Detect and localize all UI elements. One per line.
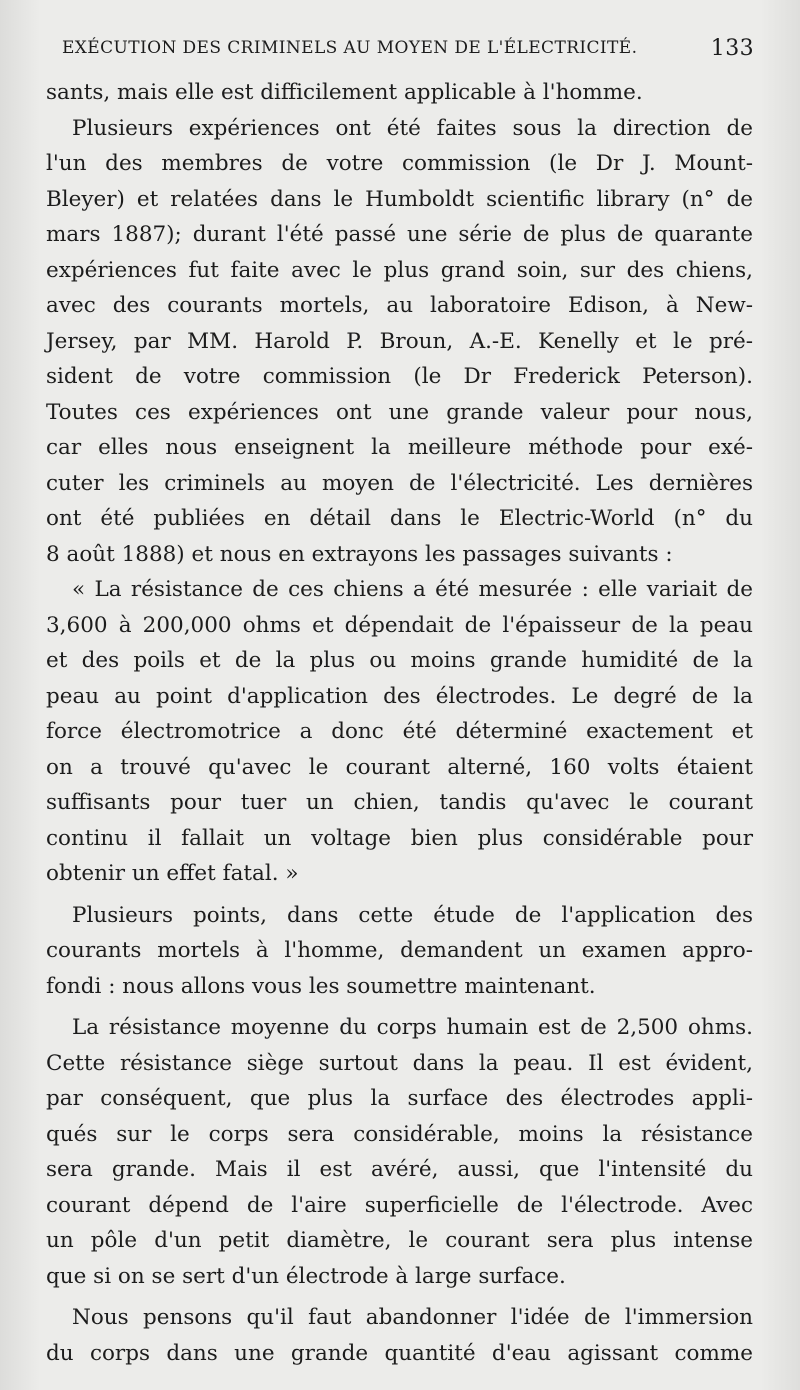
text-line: Plusieurs points, dans cette étude de l'application des bbox=[72, 902, 753, 928]
text-line: et des poils et de la plus ou moins grande humidité de la bbox=[46, 648, 753, 673]
text-line: sants, mais elle est difficilement applicable à l'homme. bbox=[46, 80, 643, 105]
text-line: Plusieurs expériences ont été faites sous la direction de bbox=[72, 115, 753, 141]
text-line: l'un des membres de votre commission (le Dr J. Mount- bbox=[46, 151, 753, 176]
text-line: peau au point d'application des électrodes. Le degré de la bbox=[46, 683, 753, 709]
text-line: expériences fut faite avec le plus grand soin, sur des chiens, bbox=[46, 257, 753, 283]
text-line: sera grande. Mais il est avéré, aussi, que l'intensité du bbox=[46, 1157, 753, 1182]
text-line: force électromotrice a donc été déterminé exactement et bbox=[46, 719, 753, 744]
text-line: mars 1887); durant l'été passé une série de plus de quarante bbox=[46, 222, 753, 247]
text-line: fondi : nous allons vous les soumettre maintenant. bbox=[46, 973, 596, 999]
text-line: du corps dans une grande quantité d'eau agissant comme bbox=[46, 1340, 753, 1366]
text-line: par conséquent, que plus la surface des électrodes appli- bbox=[46, 1086, 753, 1111]
text-line: ont été publiées en détail dans le Electric-World (n° du bbox=[46, 506, 753, 531]
text-line: « La résistance de ces chiens a été mesurée : elle variait de bbox=[72, 577, 753, 602]
text-line: cuter les criminels au moyen de l'électricité. Les dernières bbox=[46, 470, 753, 496]
text-line: avec des courants mortels, au laboratoire Edison, à New- bbox=[46, 293, 753, 318]
running-head-title: EXÉCUTION DES CRIMINELS AU MOYEN DE L'ÉLECTRICITÉ. bbox=[62, 38, 638, 58]
text-line: Nous pensons qu'il faut abandonner l'idée de l'immersion bbox=[72, 1305, 753, 1330]
text-line: obtenir un effet fatal. » bbox=[46, 861, 299, 886]
paragraph-points bbox=[46, 898, 753, 1005]
paragraph-resistance bbox=[46, 1010, 753, 1294]
text-line: continu il fallait un voltage bien plus considérable pour bbox=[46, 825, 753, 851]
text-line: courant dépend de l'aire superficielle de l'électrode. Avec bbox=[46, 1192, 753, 1218]
text-line: sident de votre commission (le Dr Frederick Peterson). bbox=[46, 364, 753, 389]
text-line: on a trouvé qu'avec le courant alterné, 160 volts étaient bbox=[46, 754, 753, 780]
text-line: un pôle d'un petit diamètre, le courant sera plus intense bbox=[46, 1228, 753, 1253]
text-line: La résistance moyenne du corps humain est de 2,500 ohms. bbox=[72, 1015, 753, 1040]
text-line: car elles nous enseignent la meilleure méthode pour exé- bbox=[46, 435, 753, 460]
body-text bbox=[46, 75, 753, 1371]
text-line: qués sur le corps sera considérable, moins la résistance bbox=[46, 1121, 753, 1147]
text-line: 3,600 à 200,000 ohms et dépendait de l'épaisseur de la peau bbox=[46, 612, 753, 638]
text-line: Cette résistance siège surtout dans la peau. Il est évident, bbox=[46, 1050, 753, 1076]
paragraph-continuation bbox=[46, 75, 753, 111]
text-line: Jersey, par MM. Harold P. Broun, A.-E. Kenelly et le pré- bbox=[46, 328, 753, 354]
page-number: 133 bbox=[710, 36, 754, 61]
running-head bbox=[62, 38, 754, 68]
paragraph-experiences bbox=[46, 111, 753, 573]
text-line: 8 août 1888) et nous en extrayons les passages suivants : bbox=[46, 541, 673, 567]
text-line: Bleyer) et relatées dans le Humboldt scientific library (n° de bbox=[46, 186, 753, 212]
text-line: que si on se sert d'un électrode à large surface. bbox=[46, 1263, 566, 1289]
paragraph-quotation bbox=[46, 572, 753, 892]
text-line: suffisants pour tuer un chien, tandis qu'avec le courant bbox=[46, 790, 753, 815]
text-line: Toutes ces expériences ont une grande valeur pour nous, bbox=[46, 399, 753, 425]
text-line: courants mortels à l'homme, demandent un examen appro- bbox=[46, 938, 753, 963]
paragraph-immersion bbox=[46, 1300, 753, 1371]
